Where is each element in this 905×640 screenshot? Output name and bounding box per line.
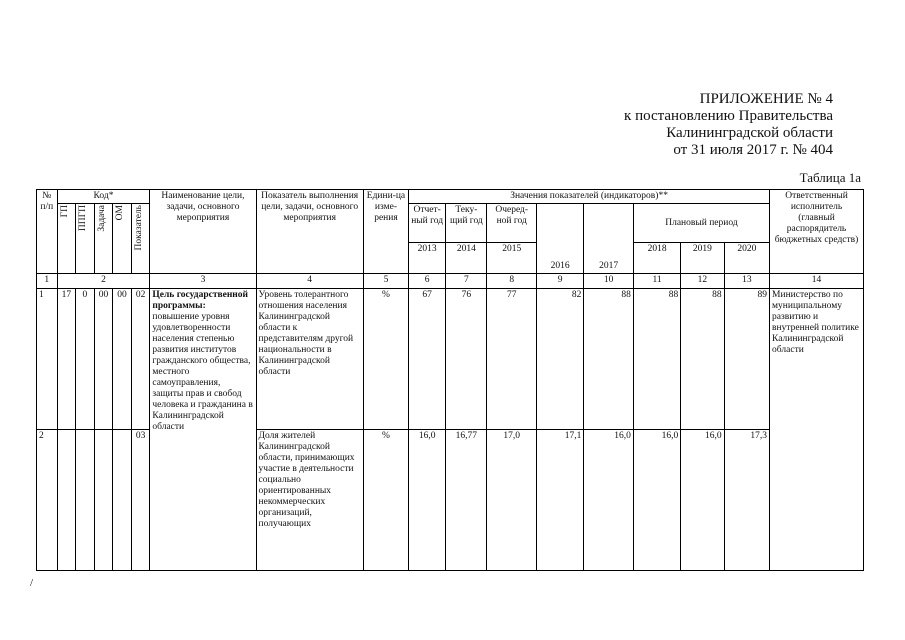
value-2015: 77 [487,288,536,430]
code-indicator: 03 [131,430,150,571]
value-2018: 88 [633,288,680,430]
col-number: 5 [363,274,408,288]
value-2016: 82 [536,288,583,430]
col-values-header: Значения показателей (индикаторов)** [409,190,770,204]
code-task: 00 [94,288,113,430]
code-gp [57,430,76,571]
appendix-region: Калининградской области [666,125,833,141]
value-2017: 16,0 [584,430,633,571]
appendix-title: ПРИЛОЖЕНИЕ № 4 [699,91,833,107]
col-executor-header: Ответственный исполнитель (главный распорядитель бюджетных средств) [770,190,864,274]
col-unit-header: Едини-ца изме-рения [363,190,408,274]
value-2014: 76 [446,288,487,430]
unit: % [363,288,408,430]
col-number: 7 [446,274,487,288]
col-number: 6 [409,274,446,288]
next-year-header: Очеред-ной год [487,204,536,243]
col-number: 11 [633,274,680,288]
appendix-header [624,91,833,159]
col-number: 10 [584,274,633,288]
col-indicator-header: Показатель выполнения цели, задачи, основного мероприятия [256,190,363,274]
col-name-header: Наименование цели, задачи, основного мероприятия [150,190,256,274]
year-2014: 2014 [446,243,487,274]
current-year-header: Теку-щий год [446,204,487,243]
value-2020: 89 [724,288,769,430]
col-number: 14 [770,274,864,288]
code-gp-header: ГП [59,205,70,218]
code-om: 00 [113,288,132,430]
code-task [94,430,113,571]
col-number: 3 [150,274,256,288]
value-2013: 16,0 [409,430,446,571]
col-code-header: Код* [57,190,150,204]
code-ppgp [76,430,95,571]
col-number: 12 [681,274,724,288]
row-number: 2 [37,430,58,571]
code-ppgp: 0 [76,288,95,430]
year-2020: 2020 [724,243,769,274]
goal-cell [150,288,256,570]
goal-text: повышение уровня удовлетворенности населения степенью развития институтов гражданского общества, местного самоуправления, защиты прав и свобод человека и гражданина в Калининградской области [152,311,253,432]
value-2014: 16,77 [446,430,487,571]
goal-title: Цель государственной программы: [152,289,249,311]
plan-period-header: Плановый период [633,204,769,243]
indicator-name: Уровень толерантного отношения населения Калининградской области к представителям другой национальности в Калининградской области [256,288,363,430]
code-om [113,430,132,571]
code-om-header: ОМ [115,205,126,221]
col-number: 2 [57,274,150,288]
year-2018: 2018 [633,243,680,274]
indicator-name: Доля жителей Калининградской области, принимающих участие в деятельности социально ориентированных некоммерческих организаций, получающих [256,430,363,571]
year-2019: 2019 [681,243,724,274]
value-2019: 88 [681,288,724,430]
col-number: 13 [724,274,769,288]
row-number: 1 [37,288,58,430]
unit: % [363,430,408,571]
value-2017: 88 [584,288,633,430]
year-2017: 2017 [584,204,633,274]
year-2015: 2015 [487,243,536,274]
col-number: 4 [256,274,363,288]
value-2016: 17,1 [536,430,583,571]
appendix-date: от 31 июля 2017 г. № 404 [673,142,833,158]
code-gp: 17 [57,288,76,430]
executor-cell: Министерство по муниципальному развитию и внутренней политике Калининградской области [770,288,864,570]
table-label: Таблица 1а [799,170,861,185]
reported-year-header: Отчет-ный год [409,204,446,243]
col-number: 9 [536,274,583,288]
code-task-header: Задача [96,205,107,233]
appendix-subtitle: к постановлению Правительства [624,108,833,124]
code-indicator-header: Показатель [133,205,144,251]
value-2018: 16,0 [633,430,680,571]
year-2013: 2013 [409,243,446,274]
indicators-table [36,189,864,571]
col-number: 8 [487,274,536,288]
column-numbers-row [37,274,864,288]
code-ppgp-header: ППГП [78,205,89,232]
value-2015: 17,0 [487,430,536,571]
value-2020: 17,3 [724,430,769,571]
col-num-header: № п/п [37,190,58,274]
margin-mark: / [30,577,34,589]
value-2013: 67 [409,288,446,430]
value-2019: 16,0 [681,430,724,571]
col-number: 1 [37,274,58,288]
code-indicator: 02 [131,288,150,430]
year-2016: 2016 [536,204,583,274]
table-row [37,288,864,430]
